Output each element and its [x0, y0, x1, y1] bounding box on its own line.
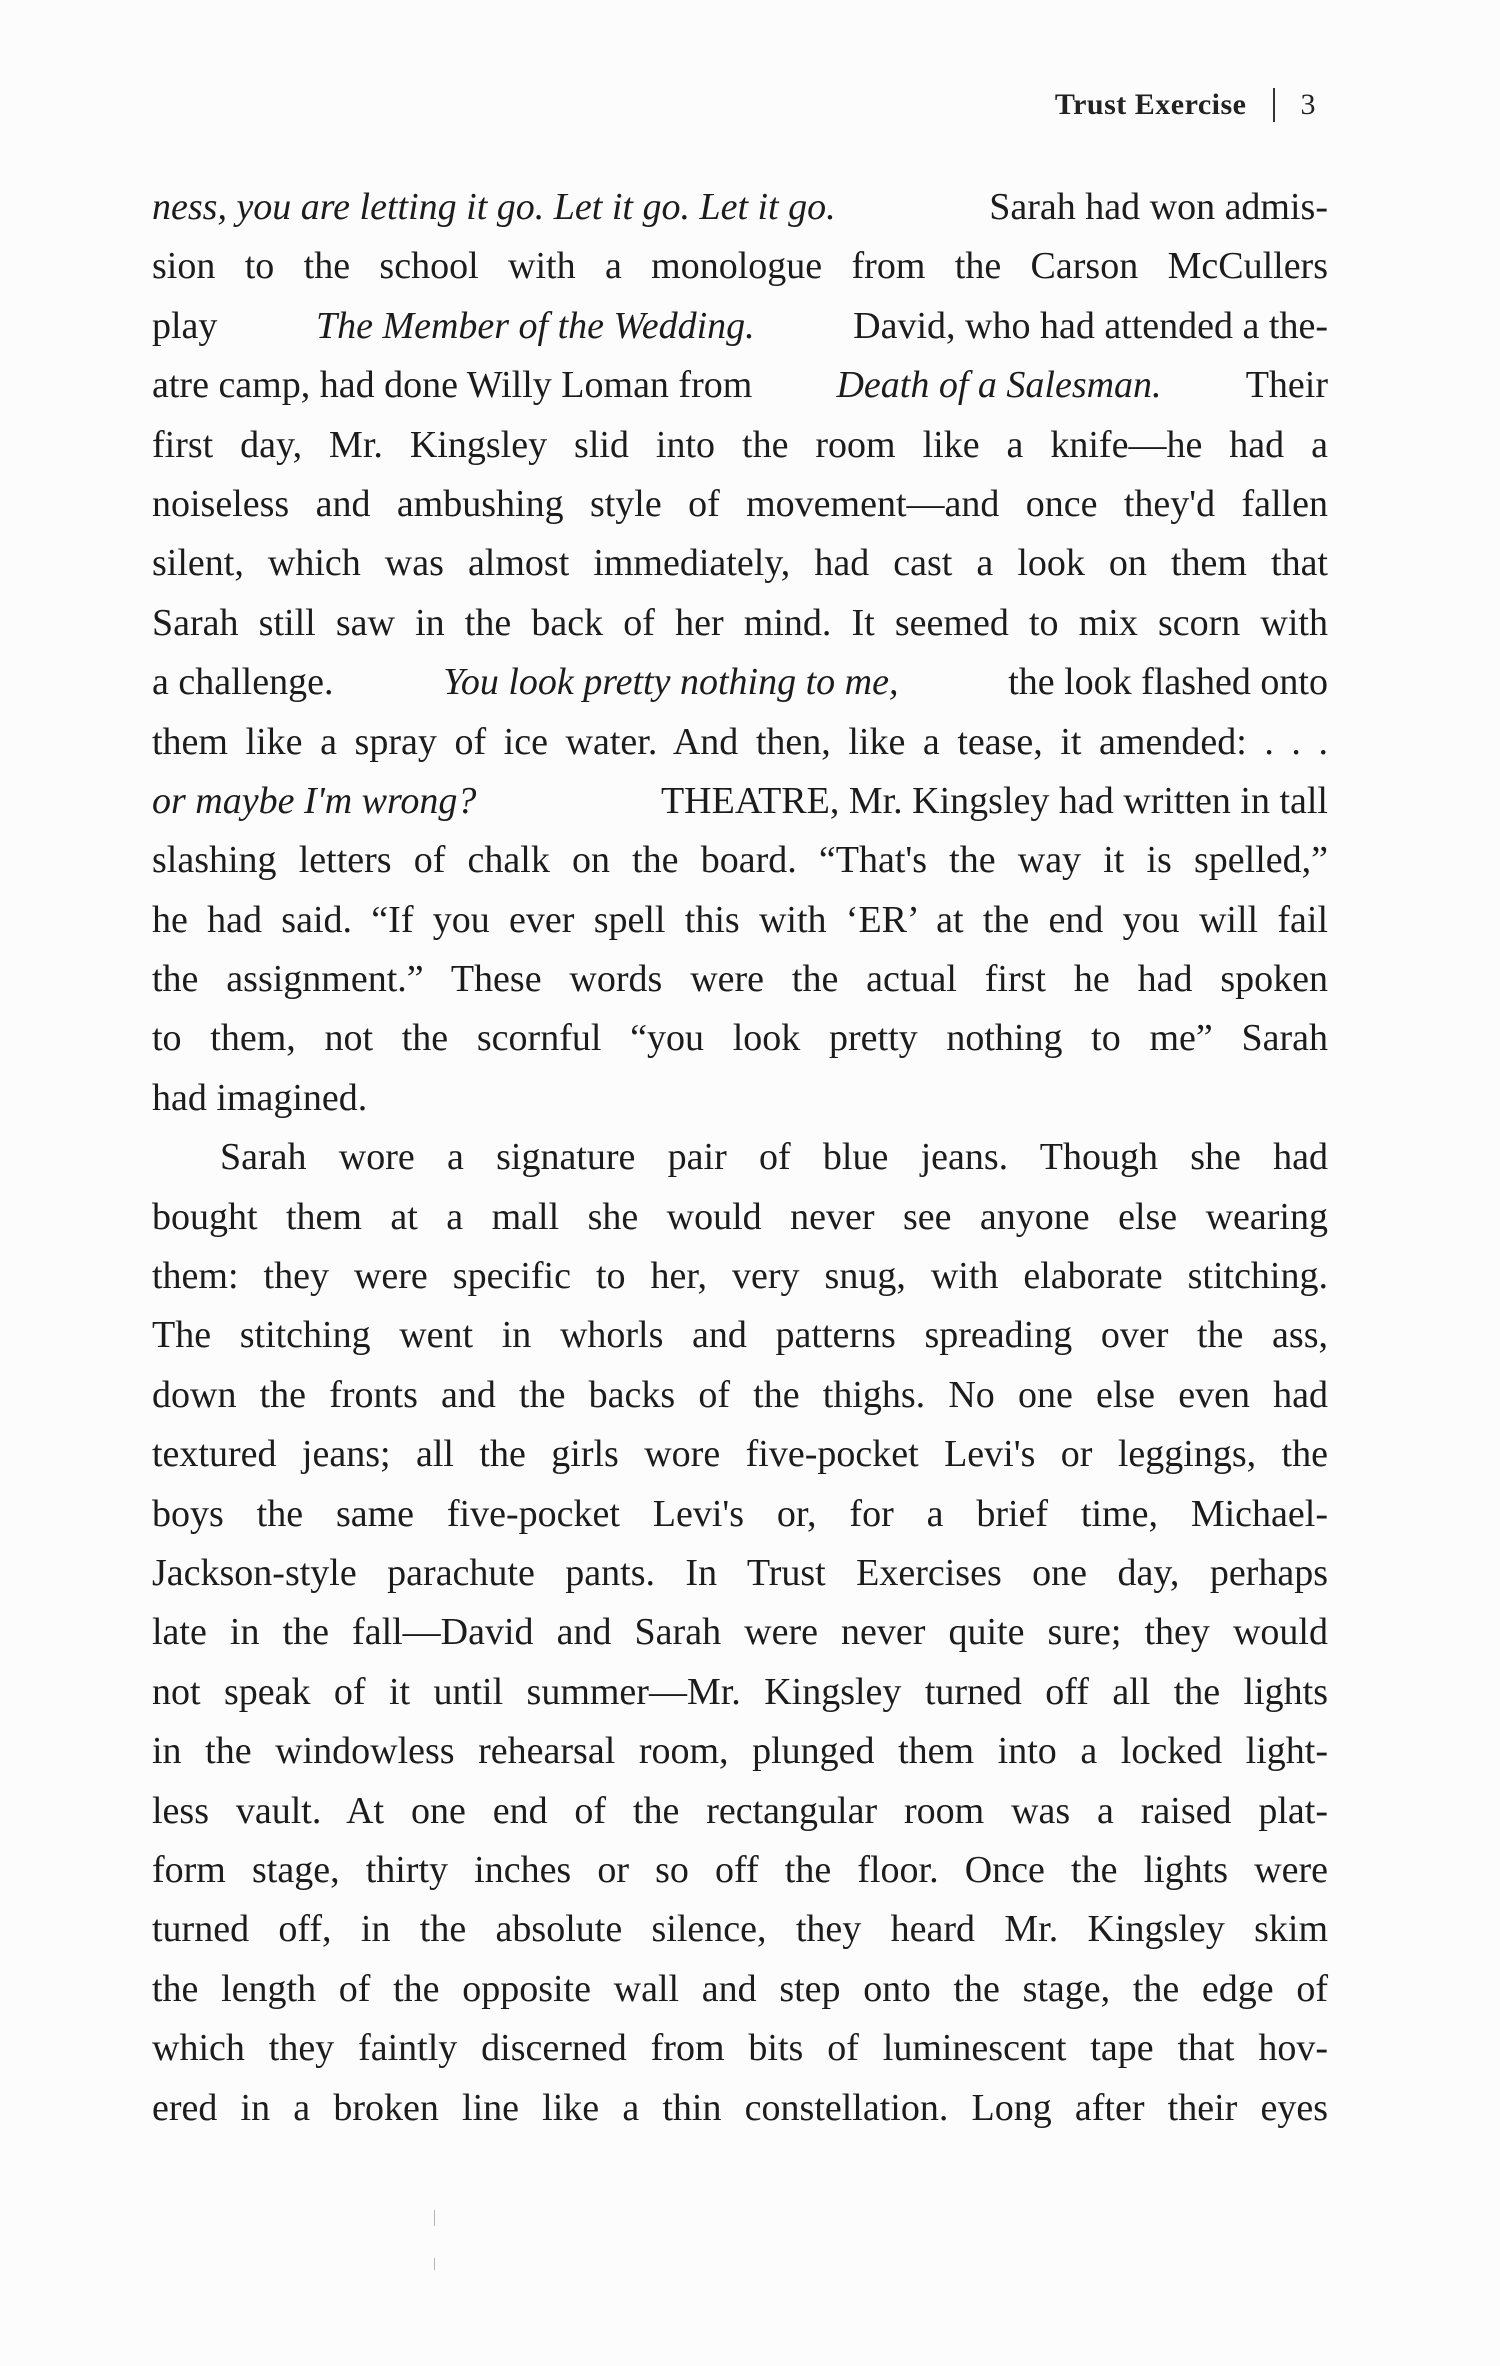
text-line: Sarah wore a signature pair of blue jeans. Though she had — [220, 1136, 1328, 1179]
running-head — [1055, 88, 1316, 122]
text-line-segment: atre camp, had done Willy Loman from — [152, 364, 753, 407]
text-line — [152, 178, 1328, 237]
text-line — [152, 653, 1328, 712]
text-line — [152, 772, 1328, 831]
text-line-italic: ness, you are letting it go. Let it go. Let it go. — [152, 186, 836, 228]
text-line: in the windowless rehearsal room, plunged them into a locked light- — [152, 1730, 1328, 1773]
text-line: to them, not the scornful “you look pretty nothing to me” Sarah — [152, 1017, 1328, 1060]
text-line-segment: David, who had attended a the- — [853, 304, 1328, 347]
text-line: he had said. “If you ever spell this with ‘ER’ at the end you will fail — [152, 898, 1328, 941]
running-head-separator — [1273, 88, 1275, 122]
text-line-segment: a challenge. — [152, 661, 334, 704]
scan-mark — [434, 2210, 435, 2226]
text-line: which they faintly discerned from bits of luminescent tape that hov- — [152, 2027, 1328, 2070]
text-line-segment: Their — [1245, 364, 1328, 407]
text-line: them like a spray of ice water. And then, like a tease, it amended: . . . — [152, 720, 1328, 763]
text-line: Jackson-style parachute pants. In Trust Exercises one day, perhaps — [152, 1551, 1328, 1594]
text-line: noiseless and ambushing style of movement—and once they'd fallen — [152, 482, 1328, 525]
running-head-title: Trust Exercise — [1054, 88, 1247, 121]
text-line-segment: THEATRE, Mr. Kingsley had written in tall — [660, 779, 1328, 822]
text-line-italic: or maybe I'm wrong? — [152, 779, 477, 822]
text-line: the length of the opposite wall and step onto the stage, the edge of — [152, 1967, 1328, 2010]
page-number: 3 — [1300, 88, 1316, 121]
text-line: down the fronts and the backs of the thighs. No one else even had — [152, 1373, 1328, 1416]
text-line: less vault. At one end of the rectangular room was a raised plat- — [152, 1789, 1328, 1832]
text-line: ered in a broken line like a thin constellation. Long after their eyes — [152, 2086, 1328, 2129]
text-line: sion to the school with a monologue from the Carson McCullers — [152, 245, 1328, 288]
text-line — [152, 297, 1328, 356]
text-line: form stage, thirty inches or so off the floor. Once the lights were — [152, 1848, 1328, 1891]
text-line: boys the same five-pocket Levi's or, for a brief time, Michael- — [152, 1492, 1328, 1535]
body-text — [152, 178, 1328, 2138]
text-line: turned off, in the absolute silence, they heard Mr. Kingsley skim — [152, 1908, 1328, 1951]
text-line — [152, 356, 1328, 415]
text-line: Sarah still saw in the back of her mind. It seemed to mix scorn with — [152, 601, 1328, 644]
text-line: The stitching went in whorls and patterns spreading over the ass, — [152, 1314, 1328, 1357]
text-line: not speak of it until summer—Mr. Kingsley turned off all the lights — [152, 1670, 1328, 1713]
text-line: late in the fall—David and Sarah were never quite sure; they would — [152, 1611, 1328, 1654]
text-line-segment: Sarah had won admis- — [989, 186, 1328, 228]
text-line-segment: the look flashed onto — [1008, 661, 1328, 704]
text-line: silent, which was almost immediately, had cast a look on them that — [152, 542, 1328, 585]
text-line-italic: The Member of the Wedding. — [315, 304, 755, 347]
text-line-italic: You look pretty nothing to me, — [443, 661, 899, 704]
text-line-segment: play — [152, 304, 218, 347]
text-line: had imagined. — [152, 1076, 368, 1119]
text-line: the assignment.” These words were the actual first he had spoken — [152, 958, 1328, 1001]
text-line-italic: Death of a Salesman. — [836, 364, 1162, 407]
text-line: them: they were specific to her, very snug, with elaborate stitching. — [152, 1255, 1328, 1298]
text-line: slashing letters of chalk on the board. “That's the way it is spelled,” — [152, 839, 1328, 882]
text-line: textured jeans; all the girls wore five-pocket Levi's or leggings, the — [152, 1433, 1328, 1476]
scan-mark — [434, 2258, 435, 2270]
text-line: first day, Mr. Kingsley slid into the room like a knife—he had a — [152, 423, 1328, 466]
text-line: bought them at a mall she would never see anyone else wearing — [152, 1195, 1328, 1238]
